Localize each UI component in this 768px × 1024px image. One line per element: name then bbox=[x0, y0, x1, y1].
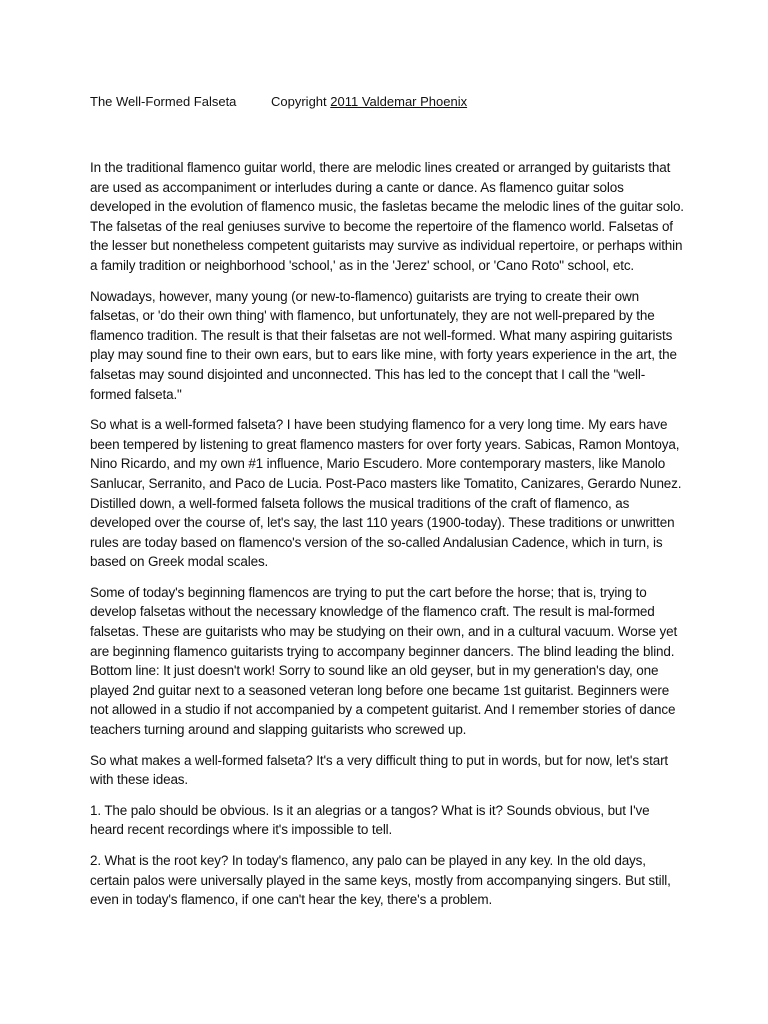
paragraph-3: So what is a well-formed falseta? I have been studying flamenco for a very long time. My ears have been tempered by listening to great flamenco masters for over forty years. Sabicas, Ramon Montoya, Nino Ricardo, and my own #1 influence, Mario Escudero. More contemporary masters, like Manolo Sanlucar, Serranito, and Paco de Lucia. Post-Paco masters like Tomatito, Canizares, Gerardo Nunez. Distilled down, a well-formed falseta follows the musical traditions of the craft of flamenco, as developed over the course of, let's say, the last 110 years (1900-today). These traditions or unwritten rules are today based on flamenco's version of the so-called Andalusian Cadence, which in turn, is based on Greek modal scales. bbox=[90, 417, 682, 570]
paragraph-1: In the traditional flamenco guitar world, there are melodic lines created or arranged by guitarists that are used as accompaniment or interludes during a cante or dance. As flamenco guitar solos developed in the evolution of flamenco music, the fasletas became the melodic lines of the guitar solo. The falsetas of the real geniuses survive to become the repertoire of the flamenco world. Falsetas of the lesser but nonetheless competent guitarists may survive as individual repertoire, or perhaps within a family tradition or neighborhood 'school,' as in the 'Jerez' school, or 'Cano Roto" school, etc. bbox=[90, 160, 684, 273]
paragraph-7: 2. What is the root key? In today's flamenco, any palo can be played in any key. In the old days, certain palos were universally played in the same keys, mostly from accompanying singers. But still, even in today's flamenco, if one can't hear the key, there's a problem. bbox=[90, 853, 671, 908]
paragraph-2: Nowadays, however, many young (or new-to-flamenco) guitarists are trying to create their own falsetas, or 'do their own thing' with flamenco, but unfortunately, they are not well-prepared by the flamenco tradition. The result is that their falsetas are not well-formed. What many aspiring guitarists play may sound fine to their own ears, but to ears like mine, with forty years experience in the art, the falsetas may sound disjointed and unconnected. This has led to the concept that I call the "well-formed falseta." bbox=[90, 288, 677, 402]
copyright-link[interactable]: 2011 Valdemar Phoenix bbox=[330, 94, 468, 109]
paragraph-4: Some of today's beginning flamencos are trying to put the cart before the horse; that is, trying to develop falsetas without the necessary knowledge of the flamenco craft. The result is mal-formed falsetas. These are guitarists who may be studying on their own, and in a cultural vacuum. Worse yet are beginning flamenco guitarists trying to accompany beginner dancers. The blind leading the blind. Bottom line: It just doesn't work! Sorry to sound like an old geyser, but in my generation's day, one played 2nd guitar next to a seasoned veteran long before one became 1st guitarist. Beginners were not allowed in a studio if not accompanied by a competent guitarist. And I remember stories of dance teachers turning around and slapping guitarists who screwed up. bbox=[90, 584, 678, 738]
document-title: The Well-Formed Falseta bbox=[90, 94, 237, 109]
document-body bbox=[90, 158, 686, 921]
copyright-label: Copyright bbox=[271, 94, 327, 109]
paragraph-5: So what makes a well-formed falseta? It's a very difficult thing to put in words, but for now, let's start with these ideas. bbox=[90, 752, 669, 788]
document-header bbox=[90, 93, 467, 111]
paragraph-6: 1. The palo should be obvious. Is it an alegrias or a tangos? What is it? Sounds obvious, but I've heard recent recordings where it's impossible to tell. bbox=[90, 802, 650, 838]
